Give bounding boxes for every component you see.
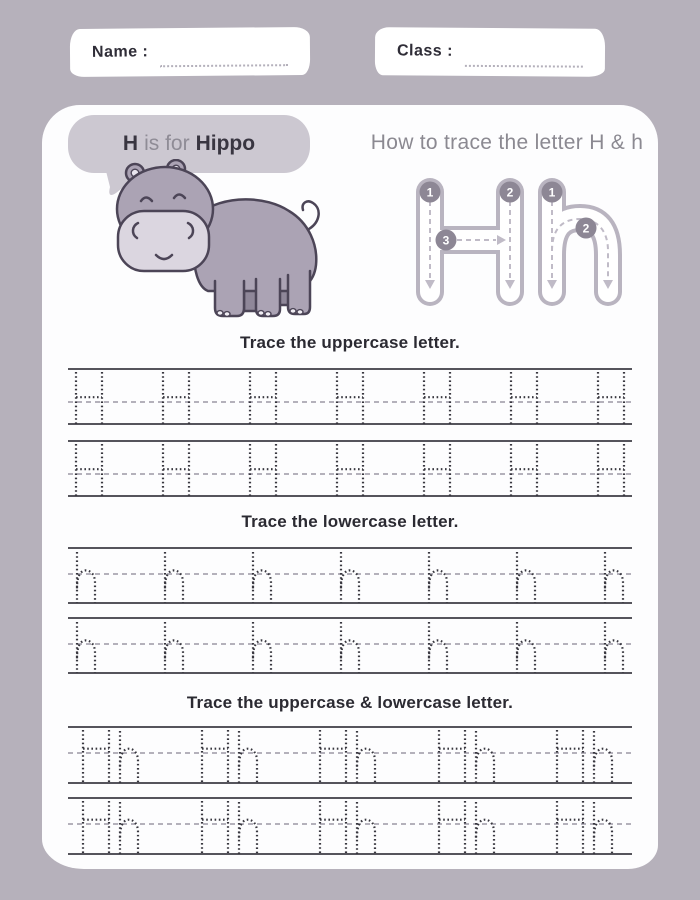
class-field-group <box>375 27 605 77</box>
trace-letter-H <box>508 370 540 427</box>
hippo-illustration <box>98 159 320 331</box>
step-2-lowercase: 2 <box>582 221 590 236</box>
trace-letter-h <box>161 619 187 676</box>
trace-letter-h <box>73 549 99 606</box>
trace-letter-h <box>425 549 451 606</box>
letter-guide-diagram <box>400 167 648 321</box>
trace-letter-h <box>425 619 451 676</box>
trace-letter-h <box>337 619 363 676</box>
trace-letter-Hh <box>199 799 265 857</box>
trace-row-mixed-2 <box>68 797 632 855</box>
section-heading-mixed: Trace the uppercase & lowercase letter. <box>186 693 514 712</box>
trace-letter-Hh <box>436 728 502 786</box>
trace-letter-Hh <box>554 728 620 786</box>
trace-letter-Hh <box>80 728 146 786</box>
name-field-group <box>70 27 310 77</box>
bubble-middle-text: is for <box>144 132 190 155</box>
trace-letter-Hh <box>317 799 383 857</box>
trace-letter-H <box>160 442 192 499</box>
trace-letter-H <box>334 370 366 427</box>
trace-letter-H <box>508 442 540 499</box>
bubble-word: Hippo <box>195 132 256 155</box>
trace-letter-H <box>160 370 192 427</box>
step-1-uppercase: 1 <box>426 185 434 200</box>
trace-letter-Hh <box>554 799 620 857</box>
section-heading-lowercase: Trace the lowercase letter. <box>241 512 459 531</box>
step-1-lowercase: 1 <box>548 185 556 200</box>
class-label: Class : <box>396 42 454 60</box>
trace-letter-H <box>247 370 279 427</box>
name-label: Name : <box>91 43 149 61</box>
trace-row-uppercase-1 <box>68 368 632 425</box>
section-heading-uppercase: Trace the uppercase letter. <box>240 333 460 352</box>
trace-letter-H <box>73 442 105 499</box>
trace-row-lowercase-2 <box>68 617 632 674</box>
step-3-uppercase: 3 <box>442 233 450 248</box>
trace-letter-h <box>161 549 187 606</box>
trace-letter-H <box>73 370 105 427</box>
trace-letter-H <box>421 442 453 499</box>
name-input-line[interactable] <box>160 36 288 67</box>
trace-row-lowercase-1 <box>68 547 632 604</box>
trace-letter-Hh <box>80 799 146 857</box>
trace-letter-H <box>595 442 627 499</box>
bubble-letter: H <box>122 132 139 155</box>
howto-title: How to trace the letter H & h <box>370 131 644 154</box>
trace-letter-h <box>249 549 275 606</box>
trace-letter-H <box>334 442 366 499</box>
trace-letter-h <box>337 549 363 606</box>
trace-letter-H <box>247 442 279 499</box>
trace-letter-H <box>595 370 627 427</box>
trace-letter-Hh <box>436 799 502 857</box>
trace-letter-h <box>513 619 539 676</box>
trace-letter-Hh <box>317 728 383 786</box>
worksheet-card <box>42 105 658 869</box>
trace-letter-h <box>249 619 275 676</box>
trace-row-uppercase-2 <box>68 440 632 497</box>
trace-letter-h <box>601 619 627 676</box>
trace-row-mixed-1 <box>68 726 632 784</box>
trace-letter-h <box>513 549 539 606</box>
trace-letter-H <box>421 370 453 427</box>
trace-letter-h <box>73 619 99 676</box>
trace-letter-Hh <box>199 728 265 786</box>
class-input-line[interactable] <box>465 37 583 68</box>
step-2-uppercase: 2 <box>506 185 514 200</box>
trace-letter-h <box>601 549 627 606</box>
